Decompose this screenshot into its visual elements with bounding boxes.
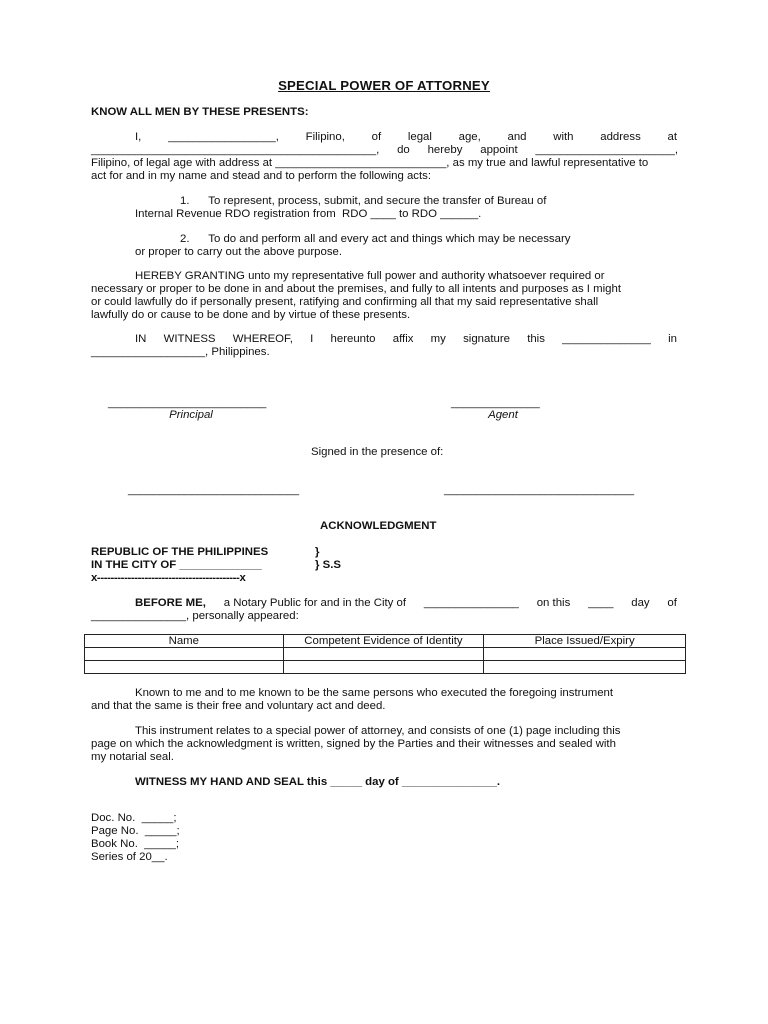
series-of: Series of 20__.	[91, 851, 168, 863]
intro-line-4: act for and in my name and stead and to perform the following acts:	[91, 170, 432, 182]
venue-country: REPUBLIC OF THE PHILIPPINES	[91, 546, 269, 558]
venue-city: IN THE CITY OF _____________	[91, 559, 262, 571]
witness-word: IN	[135, 333, 147, 345]
signed-in-presence-text: Signed in the presence of:	[311, 446, 444, 458]
intro-word: age,	[458, 131, 481, 143]
document-title: SPECIAL POWER OF ATTORNEY	[278, 78, 490, 93]
witness-word: in	[668, 333, 677, 345]
witness-2-signature-line: ______________________________	[444, 484, 635, 496]
granting-line-4: lawfully do or cause to be done and by virtue of these presents.	[91, 309, 411, 321]
before-me-text: on this	[536, 597, 571, 609]
column-header-name: Name	[85, 635, 284, 648]
table-header-row	[85, 635, 686, 648]
principal-label: Principal	[169, 409, 213, 421]
venue-brace: }	[315, 546, 320, 558]
column-header-place: Place Issued/Expiry	[484, 635, 686, 648]
agent-name-blank: ______________________,	[535, 144, 678, 156]
act-1-line-1: 1. To represent, process, submit, and secure the transfer of Bureau of	[180, 195, 547, 207]
known-line-2: and that the same is their free and voluntary act and deed.	[91, 700, 386, 712]
intro-word: Filipino,	[305, 131, 345, 143]
intro-word: I,	[135, 131, 142, 143]
granting-line-2: necessary or proper to be done in and about the premises, and fully to all intents and purposes as I might	[91, 283, 621, 295]
witness-word: signature	[463, 333, 510, 345]
granting-line-1: HEREBY GRANTING unto my representative full power and authority whatsoever required or	[135, 270, 605, 282]
table-cell	[283, 661, 484, 674]
table-cell	[85, 661, 284, 674]
intro-word: hereby	[427, 144, 463, 156]
grantor-name-blank: _________________,	[168, 131, 279, 143]
before-me-line-1	[135, 597, 677, 610]
table-cell	[484, 661, 686, 674]
intro-line-3: Filipino, of legal age with address at ___________________________, as my true and lawful representative to	[91, 157, 649, 169]
book-no: Book No. _____;	[91, 838, 180, 850]
before-me-text: day	[631, 597, 650, 609]
table-row	[85, 661, 686, 674]
doc-no: Doc. No. _____;	[91, 812, 177, 824]
before-me-text: a Notary Public for and in the City of	[223, 597, 407, 609]
intro-word: with	[553, 131, 574, 143]
act-2-line-1: 2. To do and perform all and every act and things which may be necessary	[180, 233, 571, 245]
act-2-line-2: or proper to carry out the above purpose.	[135, 246, 343, 258]
appearance-table	[84, 634, 686, 674]
intro-word: legal	[407, 131, 432, 143]
witness-word: my	[430, 333, 446, 345]
before-me-line-2: _______________, personally appeared:	[91, 610, 299, 622]
page-no: Page No. _____;	[91, 825, 180, 837]
acknowledgment-heading: ACKNOWLEDGMENT	[320, 520, 437, 532]
intro-word: of	[371, 131, 382, 143]
venue-ss: } S.S	[315, 559, 341, 571]
opening-line: KNOW ALL MEN BY THESE PRESENTS:	[91, 106, 309, 118]
venue-rule: x------------------------------------------x	[91, 572, 246, 584]
instrument-line-1: This instrument relates to a special power of attorney, and consists of one (1) page including this	[135, 725, 621, 737]
witness-word: hereunto	[330, 333, 376, 345]
witness-hand-and-seal: WITNESS MY HAND AND SEAL this _____ day of _______________.	[135, 776, 501, 788]
granting-line-3: or could lawfully do if personally present, ratifying and confirming all that my said representative shall	[91, 296, 599, 308]
witness-line-2: __________________, Philippines.	[91, 346, 270, 358]
known-line-1: Known to me and to me known to be the same persons who executed the foregoing instrument	[135, 687, 614, 699]
signing-date-blank: ______________	[562, 333, 651, 345]
intro-word: at	[667, 131, 677, 143]
before-me-label: BEFORE ME,	[135, 597, 206, 609]
before-me-text: of	[667, 597, 677, 609]
intro-word: do	[397, 144, 410, 156]
intro-line-2	[91, 144, 678, 157]
witness-word: WHEREOF,	[232, 333, 293, 345]
instrument-line-2: page on which the acknowledgment is written, signed by the Parties and their witnesses and sealed with	[91, 738, 616, 750]
table-cell	[85, 648, 284, 661]
intro-word: and	[507, 131, 527, 143]
agent-label: Agent	[488, 409, 518, 421]
witness-word: affix	[392, 333, 414, 345]
witness-1-signature-line: ___________________________	[128, 484, 300, 496]
witness-word: WITNESS	[163, 333, 216, 345]
table-cell	[283, 648, 484, 661]
grantor-address-blank: _____________________________________________,	[91, 144, 380, 156]
agent-signature-line: ______________	[451, 397, 540, 409]
column-header-evidence: Competent Evidence of Identity	[283, 635, 484, 648]
principal-signature-line: _________________________	[108, 397, 267, 409]
instrument-line-3: my notarial seal.	[91, 751, 174, 763]
intro-word: appoint	[480, 144, 518, 156]
table-row	[85, 648, 686, 661]
witness-word: this	[527, 333, 545, 345]
intro-line-1	[135, 131, 677, 144]
act-1-line-2: Internal Revenue RDO registration from RDO ____ to RDO ______.	[135, 208, 482, 220]
table-cell	[484, 648, 686, 661]
intro-word: address	[600, 131, 641, 143]
notary-city-blank: _______________	[423, 597, 519, 609]
witness-word: I	[310, 333, 314, 345]
day-blank: ____	[588, 597, 614, 609]
witness-line-1	[135, 333, 677, 346]
